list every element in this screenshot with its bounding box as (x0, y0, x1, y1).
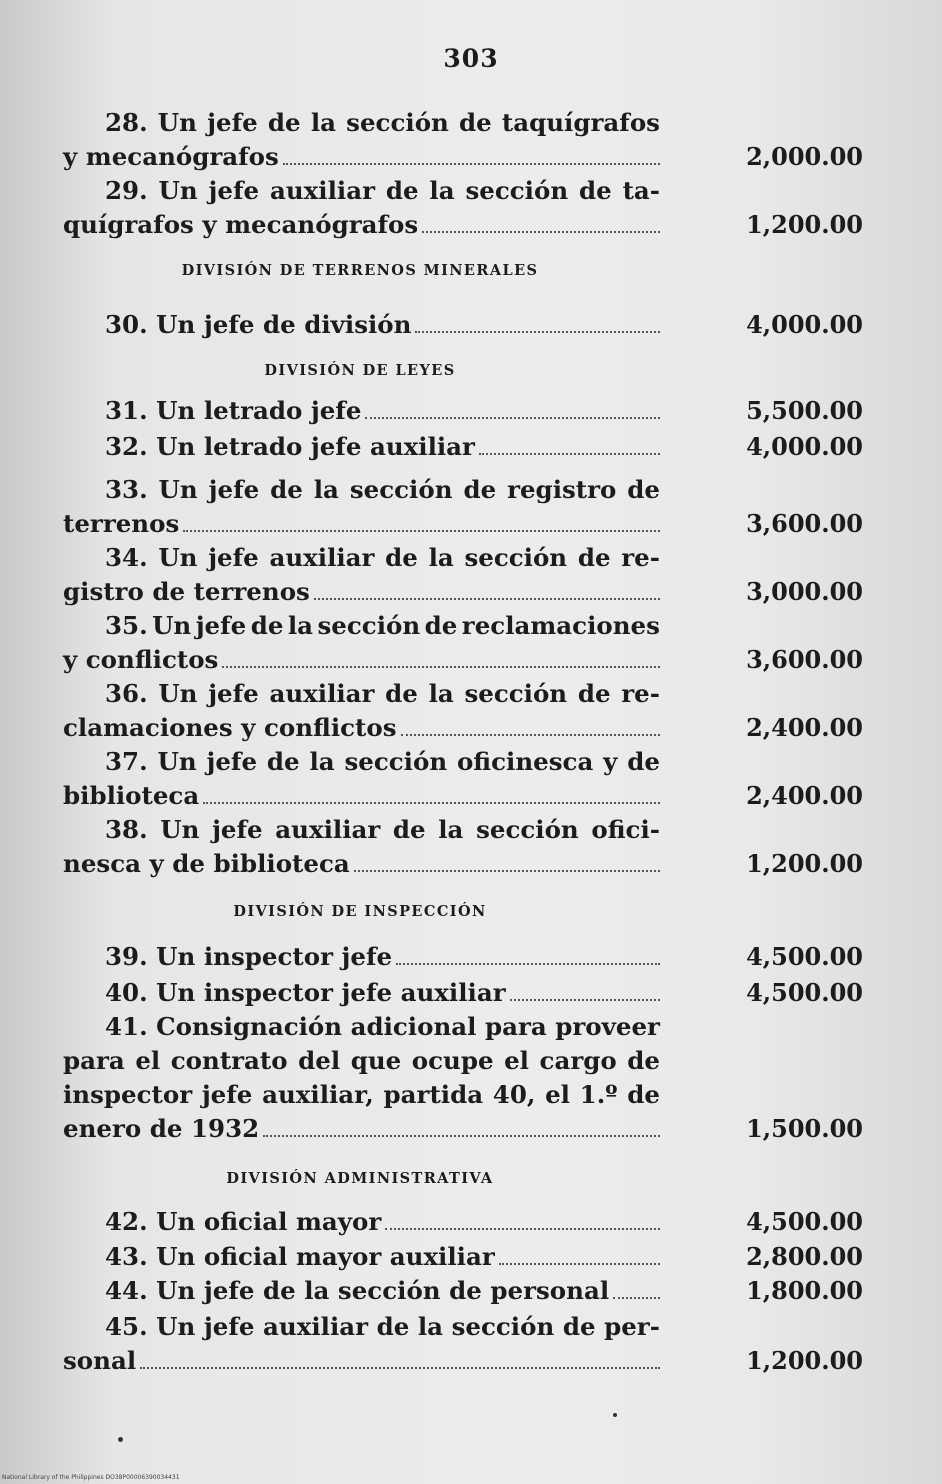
entry-word: sección (346, 108, 449, 137)
dot-leader (365, 415, 660, 419)
dot-leader (203, 800, 660, 804)
print-speck (118, 1437, 123, 1442)
entry-line (63, 745, 660, 779)
entry-word: ocupe (411, 1046, 494, 1075)
entry-line (63, 507, 863, 541)
entry-word: jefe (212, 815, 263, 844)
entry-word: el (135, 1046, 161, 1075)
entry-text: y conflictos (63, 645, 219, 674)
entry-word: la (313, 475, 339, 504)
entry-word: cargo (539, 1046, 617, 1075)
entry-text: 40. Un inspector jefe auxiliar (105, 978, 506, 1007)
entry-29 (63, 174, 863, 242)
entry-word: jefe (207, 108, 258, 137)
entry-word: registro (507, 475, 617, 504)
entry-word: de (385, 543, 418, 572)
entry-word: la (287, 611, 314, 640)
entry-line (63, 174, 660, 208)
entry-word: re- (621, 543, 660, 572)
entry-amount: 1,200.00 (746, 210, 863, 239)
entry-word: Consignación (156, 1012, 343, 1041)
entry-word: para (484, 1012, 547, 1041)
dot-leader (510, 997, 660, 1001)
entry-word: y (603, 747, 618, 776)
entry-word: sección (465, 176, 569, 205)
entry-text: 30. Un jefe de división (105, 310, 412, 339)
entry-word: sección (349, 475, 453, 504)
entry-word: jefe (195, 611, 247, 640)
entry-word: de (627, 475, 660, 504)
entry-word: de (385, 679, 418, 708)
entry-amount: 1,200.00 (746, 849, 863, 878)
entry-text: terrenos (63, 509, 180, 538)
entry-word: que (350, 1046, 402, 1075)
entry-word: de (250, 611, 284, 640)
entry-39 (63, 940, 863, 974)
entry-34 (63, 541, 863, 609)
entry-text: enero de 1932 (63, 1114, 260, 1143)
entry-word: 41. (105, 1012, 148, 1041)
entry-33 (63, 473, 863, 541)
entry-line (63, 106, 660, 140)
entry-word: adicional (350, 1012, 477, 1041)
dot-leader (479, 451, 660, 455)
entry-word: auxiliar, (262, 1080, 374, 1109)
entry-44 (63, 1274, 863, 1308)
entry-line (63, 308, 863, 342)
entry-word: Un (156, 1312, 196, 1341)
entry-word: de (424, 611, 458, 640)
entry-line (63, 711, 863, 745)
entry-word: jefe (208, 679, 259, 708)
entry-word: de (266, 747, 300, 776)
entry-word: de (385, 176, 419, 205)
entry-amount: 4,500.00 (746, 978, 863, 1007)
dot-leader (183, 528, 660, 532)
entry-36 (63, 677, 863, 745)
entry-word: para (63, 1046, 125, 1075)
dot-leader (263, 1133, 660, 1137)
entry-word: de (267, 108, 301, 137)
entry-word: sección (464, 543, 568, 572)
entry-word: auxiliar (275, 815, 381, 844)
entry-word: Un (158, 543, 198, 572)
entry-word: 37. (105, 747, 148, 776)
entry-word: de (577, 679, 611, 708)
entry-line (63, 1205, 863, 1239)
entry-41 (63, 1010, 863, 1146)
entry-word: sección (476, 815, 579, 844)
entry-amount: 1,800.00 (746, 1276, 863, 1305)
entry-word: de (577, 543, 611, 572)
entry-word: Un (157, 108, 197, 137)
entry-word: jefe (208, 176, 260, 205)
entry-word: 45. (105, 1312, 148, 1341)
entry-38 (63, 813, 863, 881)
entry-word: 36. (105, 679, 148, 708)
entry-31 (63, 394, 863, 428)
entry-word: de (627, 747, 660, 776)
entry-line (63, 140, 863, 174)
entry-line (63, 1112, 863, 1146)
dot-leader (613, 1295, 660, 1299)
entry-word: la (417, 1312, 444, 1341)
entry-word: de (392, 815, 426, 844)
entry-amount: 2,400.00 (746, 713, 863, 742)
entry-text: 43. Un oficial mayor auxiliar (105, 1242, 495, 1271)
entry-text: 39. Un inspector jefe (105, 942, 393, 971)
entry-word: Un (158, 176, 198, 205)
entry-word: la (428, 543, 454, 572)
dot-leader (354, 868, 660, 872)
entry-28 (63, 106, 863, 174)
entry-word: de (463, 475, 497, 504)
entry-line (63, 609, 660, 643)
library-footer-mark: National Library of the Philippines DO38P00006390034431 (2, 1474, 180, 1481)
entry-text: sonal (63, 1346, 137, 1375)
entry-line (63, 1310, 660, 1344)
entry-word: Un (158, 475, 198, 504)
entry-word: contrato (170, 1046, 288, 1075)
entry-word: de (627, 1046, 660, 1075)
section-heading-leyes: DIVISIÓN DE LEYES (264, 362, 456, 379)
dot-leader (385, 1226, 660, 1230)
entry-word: Un (157, 747, 197, 776)
page-number: 303 (443, 44, 499, 73)
entry-amount: 4,500.00 (746, 942, 863, 971)
dot-leader (283, 161, 660, 165)
entry-text: biblioteca (63, 781, 200, 810)
entry-word: 34. (105, 543, 148, 572)
entry-word: sección (317, 611, 421, 640)
entry-amount: 1,500.00 (746, 1114, 863, 1143)
entry-word: 33. (105, 475, 148, 504)
entry-text: 32. Un letrado jefe auxiliar (105, 432, 475, 461)
entry-43 (63, 1240, 863, 1274)
entry-word: auxiliar (269, 176, 375, 205)
entry-word: auxiliar (269, 679, 375, 708)
entry-text: gistro de terrenos (63, 577, 310, 606)
entry-text: quígrafos y mecanógrafos (63, 210, 419, 239)
entry-amount: 3,600.00 (746, 509, 863, 538)
entry-line (63, 643, 863, 677)
entry-text: nesca y de biblioteca (63, 849, 350, 878)
entry-amount: 4,000.00 (746, 310, 863, 339)
entry-word: la (429, 176, 455, 205)
entry-line (63, 847, 863, 881)
entry-word: de (579, 176, 612, 205)
entry-line (63, 1274, 863, 1308)
section-heading-inspeccion: DIVISIÓN DE INSPECCIÓN (233, 903, 487, 920)
entry-line (63, 1010, 660, 1044)
entry-text: 44. Un jefe de la sección de personal (105, 1276, 610, 1305)
entry-word: taquígrafos (501, 108, 660, 137)
entry-word: del (298, 1046, 341, 1075)
entry-word: Un (158, 679, 198, 708)
entry-line (63, 1044, 660, 1078)
entry-word: ofici- (591, 815, 660, 844)
entry-word: la (438, 815, 464, 844)
entry-line (63, 940, 863, 974)
entry-word: auxiliar (263, 1312, 369, 1341)
entry-word: el (545, 1080, 570, 1109)
entry-word: jefe (206, 747, 258, 776)
entry-amount: 4,000.00 (746, 432, 863, 461)
entry-word: jefe (201, 1080, 253, 1109)
entry-line (63, 813, 660, 847)
entry-word: 29. (105, 176, 148, 205)
entry-word: jefe (203, 1312, 255, 1341)
entry-line (63, 575, 863, 609)
dot-leader (499, 1261, 660, 1265)
entry-word: Un (160, 815, 200, 844)
entry-word: reclamaciones (461, 611, 660, 640)
entry-line (63, 1240, 863, 1274)
entry-amount: 2,400.00 (746, 781, 863, 810)
entry-word: partida (383, 1080, 484, 1109)
entry-line (63, 779, 863, 813)
entry-word: ta- (622, 176, 660, 205)
dot-leader (396, 961, 660, 965)
entry-word: proveer (555, 1012, 660, 1041)
dot-leader (415, 329, 660, 333)
section-heading-administrativa: DIVISIÓN ADMINISTRATIVA (226, 1170, 494, 1187)
entry-word: sección (451, 1312, 555, 1341)
entry-word: 35. (105, 611, 148, 640)
entry-line (63, 394, 863, 428)
dot-leader (422, 229, 660, 233)
entry-word: de (376, 1312, 410, 1341)
entry-40 (63, 976, 863, 1010)
entry-word: 1.º (579, 1080, 618, 1109)
entry-amount: 3,000.00 (746, 577, 863, 606)
entry-word: oficinesca (456, 747, 594, 776)
entry-word: Un (152, 611, 192, 640)
entry-line (63, 1344, 863, 1378)
entry-word: inspector (63, 1080, 193, 1109)
entry-line (63, 976, 863, 1010)
print-speck (613, 1413, 617, 1417)
dot-leader (401, 732, 660, 736)
entry-line (63, 677, 660, 711)
entry-word: 38. (105, 815, 148, 844)
entry-line (63, 1078, 660, 1112)
entry-line (63, 473, 660, 507)
entry-42 (63, 1205, 863, 1239)
entry-word: re- (621, 679, 660, 708)
entry-word: la (428, 679, 454, 708)
entry-37 (63, 745, 863, 813)
entry-word: 40, (492, 1080, 536, 1109)
entry-35 (63, 609, 863, 677)
entry-amount: 1,200.00 (746, 1346, 863, 1375)
entry-word: auxiliar (269, 543, 375, 572)
entry-text: 31. Un letrado jefe (105, 396, 362, 425)
dot-leader (140, 1365, 660, 1369)
entry-amount: 4,500.00 (746, 1207, 863, 1236)
entry-text: 42. Un oficial mayor (105, 1207, 382, 1236)
entry-32 (63, 430, 863, 464)
entry-word: sección (464, 679, 568, 708)
entry-word: la (309, 747, 335, 776)
entry-word: jefe (208, 475, 260, 504)
entry-word: el (504, 1046, 529, 1075)
entry-word: de (459, 108, 492, 137)
entry-word: de (270, 475, 303, 504)
entry-line (63, 541, 660, 575)
entry-30 (63, 308, 863, 342)
entry-amount: 5,500.00 (746, 396, 863, 425)
entry-45 (63, 1310, 863, 1378)
entry-text: clamaciones y conflictos (63, 713, 397, 742)
entry-word: de (562, 1312, 596, 1341)
entry-amount: 3,600.00 (746, 645, 863, 674)
dot-leader (222, 664, 660, 668)
entry-word: per- (604, 1312, 660, 1341)
entry-line (63, 208, 863, 242)
entry-amount: 2,800.00 (746, 1242, 863, 1271)
entry-word: jefe (208, 543, 259, 572)
entry-word: la (310, 108, 336, 137)
entry-word: sección (344, 747, 448, 776)
entry-line (63, 430, 863, 464)
entry-amount: 2,000.00 (746, 142, 863, 171)
entry-word: de (627, 1080, 660, 1109)
dot-leader (314, 596, 660, 600)
entry-text: y mecanógrafos (63, 142, 279, 171)
entry-word: 28. (105, 108, 148, 137)
section-heading-terrenos-minerales: DIVISIÓN DE TERRENOS MINERALES (181, 262, 539, 279)
